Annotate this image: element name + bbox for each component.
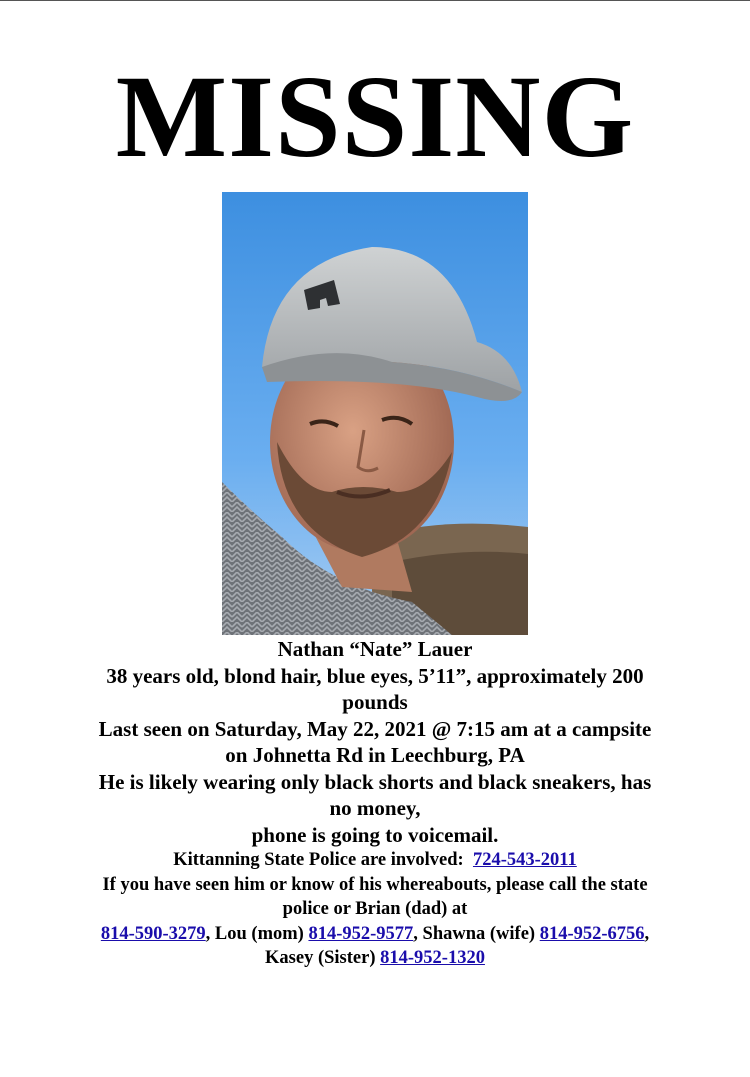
poster-details <box>20 636 730 971</box>
wearing-line-1: He is likely wearing only black shorts and black sneakers, has <box>98 769 652 794</box>
trailing-comma: , <box>644 923 650 944</box>
description-line-2: pounds <box>342 690 408 714</box>
police-line <box>20 848 730 873</box>
kasey-phone-link[interactable]: 814-952-1320 <box>380 948 485 968</box>
wearing-line-3: phone is going to voicemail. <box>251 822 499 847</box>
description-line-1: 38 years old, blond hair, blue eyes, 5’11”, approximately 200 <box>106 663 644 688</box>
last-seen-line-1: Last seen on Saturday, May 22, 2021 @ 7:15 am at a campsite <box>98 716 652 741</box>
police-text: Kittanning State Police are involved: <box>173 850 464 870</box>
kasey-line <box>20 946 730 971</box>
person-name: Nathan “Nate” Lauer <box>277 637 473 661</box>
call-line-2: police or Brian (dad) at <box>282 899 468 919</box>
top-border <box>0 0 750 1</box>
police-phone-link[interactable]: 724-543-2011 <box>472 850 577 870</box>
missing-person-photo <box>222 192 528 635</box>
wearing-line-2: no money, <box>329 796 421 820</box>
poster-title: MISSING <box>115 51 635 182</box>
phones-line <box>20 922 730 947</box>
kasey-label: Kasey (Sister) <box>265 948 381 968</box>
shawna-label: , Shawna (wife) <box>413 923 540 944</box>
lou-label: , Lou (mom) <box>205 923 309 944</box>
lou-phone-link[interactable]: 814-952-9577 <box>308 923 414 944</box>
call-line-1: If you have seen him or know of his whereabouts, please call the state <box>102 874 648 895</box>
brian-phone-link[interactable]: 814-590-3279 <box>100 923 206 944</box>
shawna-phone-link[interactable]: 814-952-6756 <box>539 923 645 944</box>
last-seen-line-2: on Johnetta Rd in Leechburg, PA <box>225 743 525 767</box>
